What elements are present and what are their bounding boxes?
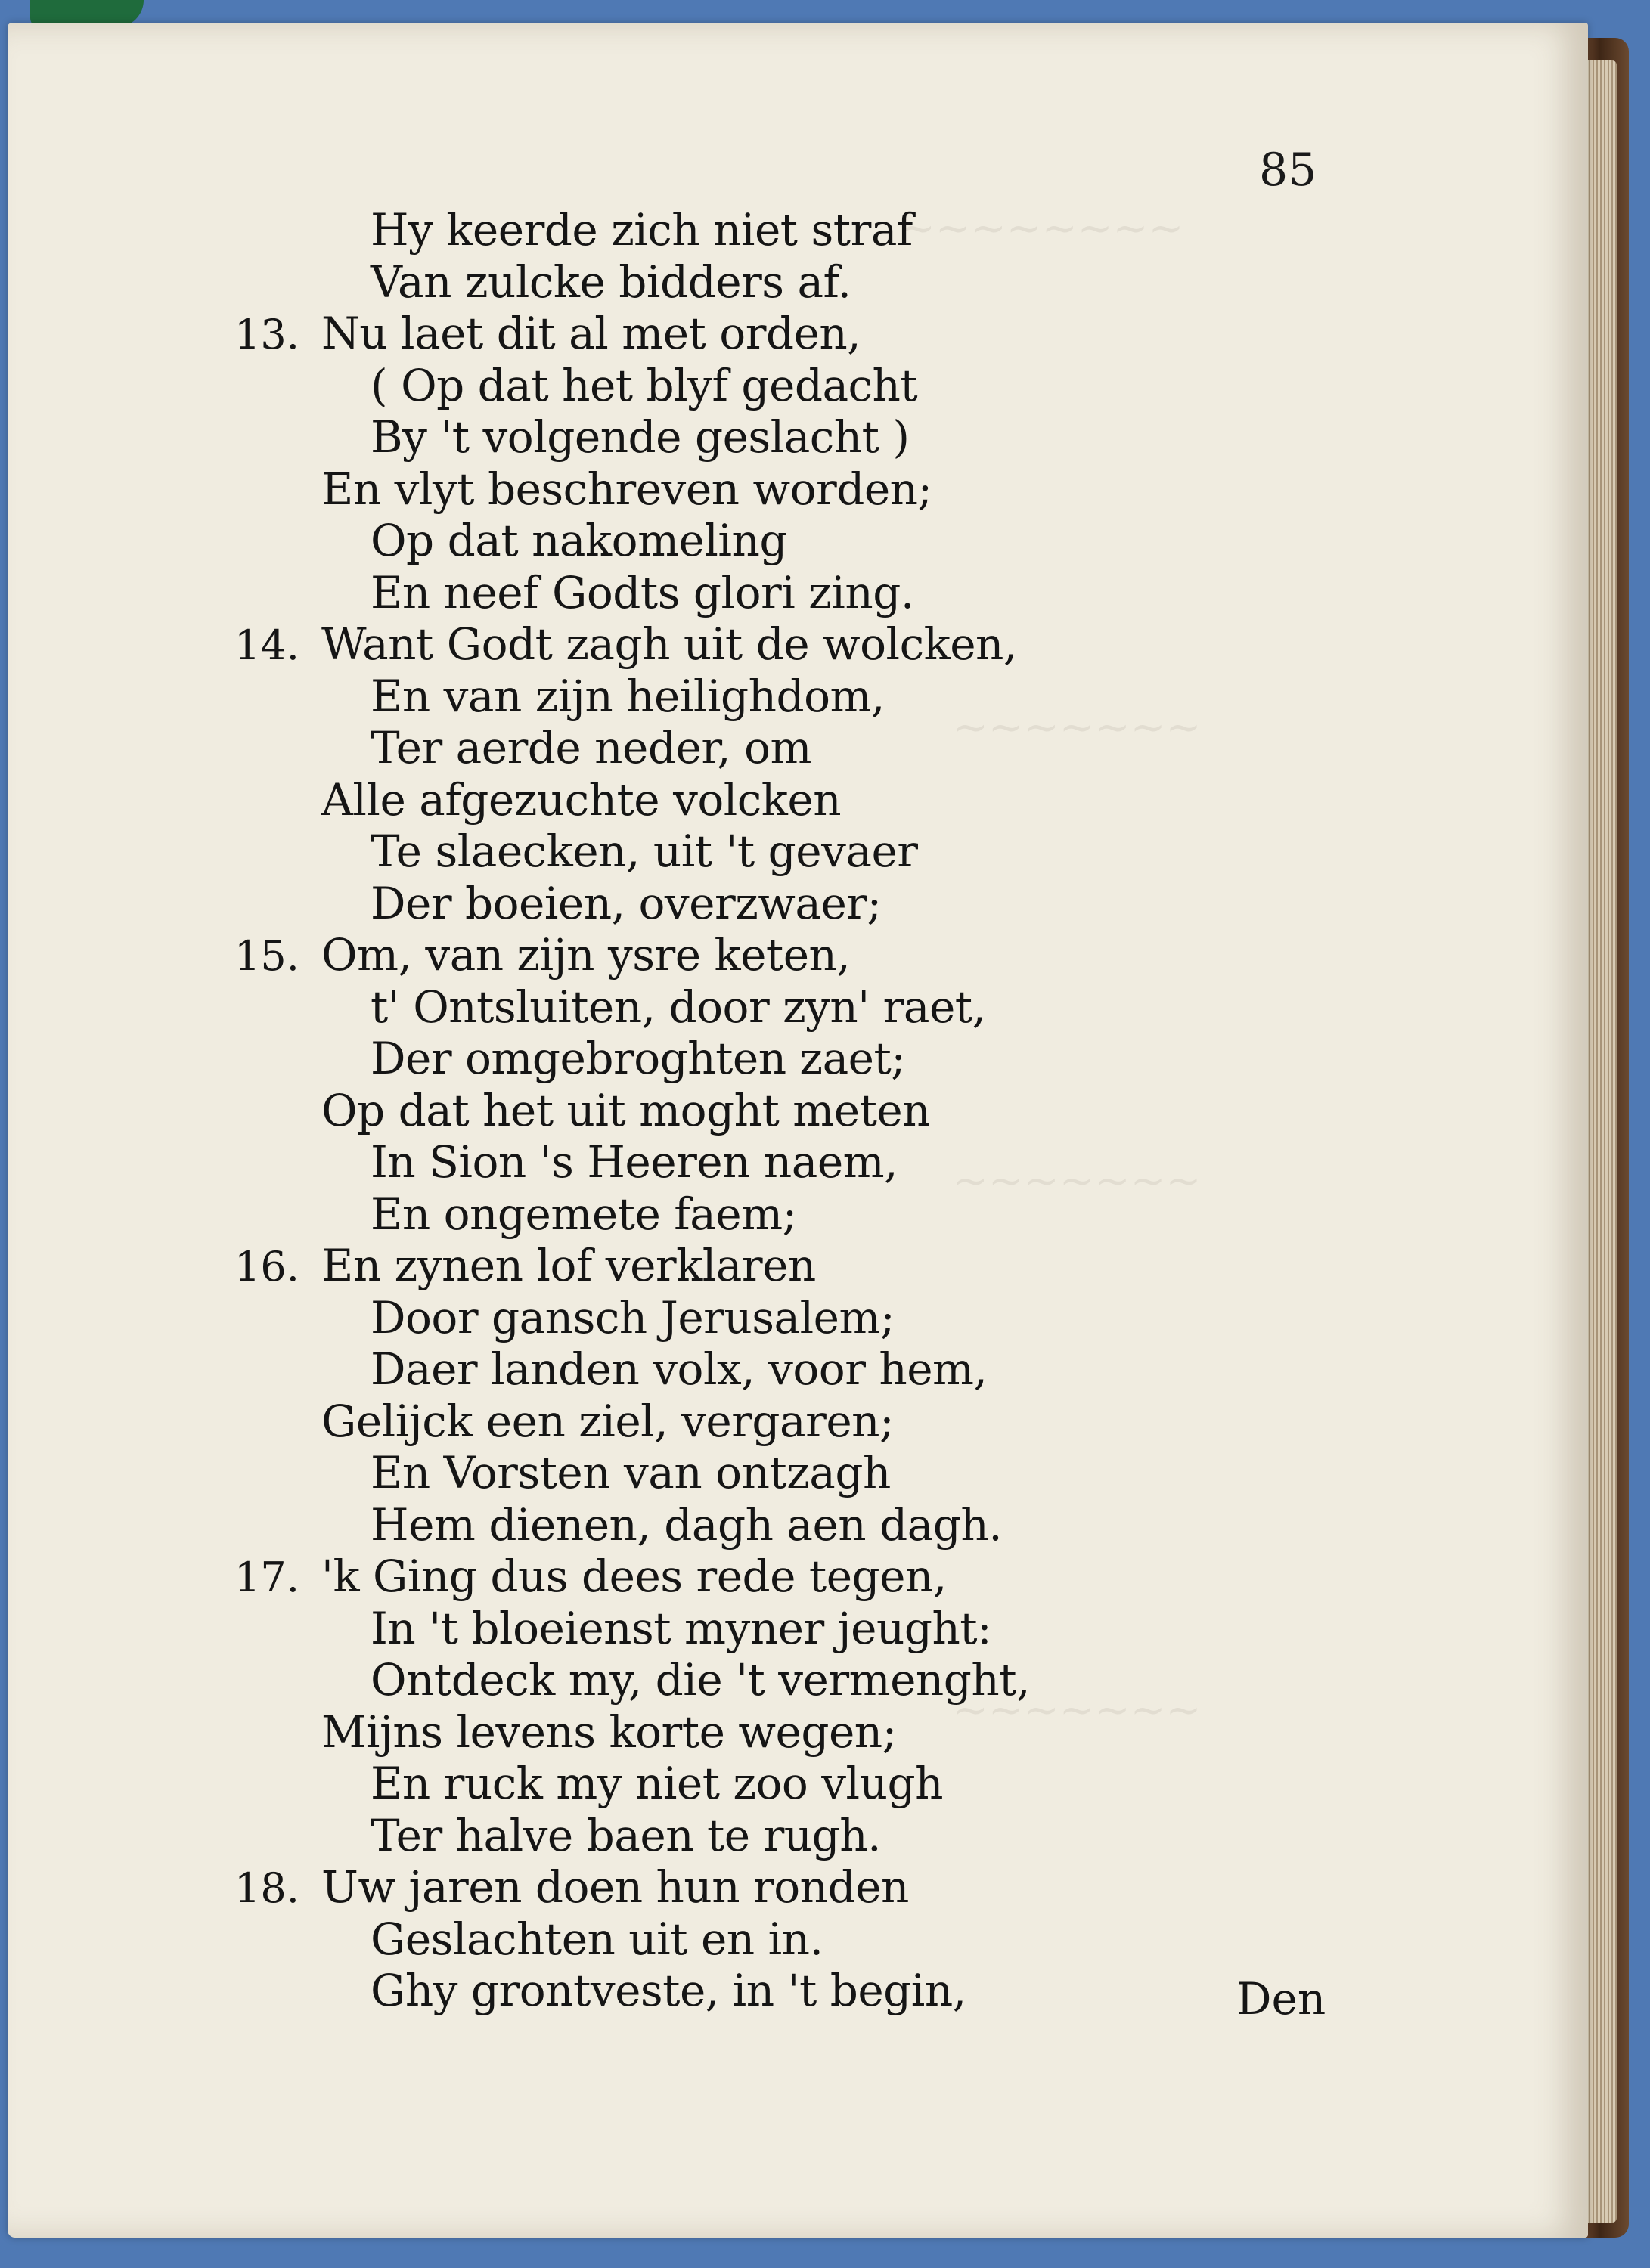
verse-line: En ruck my niet zoo vlugh	[371, 1758, 943, 1809]
verse-number: 15.	[234, 932, 299, 980]
verse-line: t' Ontsluiten, door zyn' raet,	[371, 981, 986, 1033]
verse-line: By 't volgende geslacht )	[371, 411, 910, 463]
verse-line: En zynen lof verklaren	[321, 1240, 816, 1291]
verse-line: In 't bloeienst myner jeught:	[371, 1602, 992, 1654]
verse-line: Hy keerde zich niet straf	[371, 204, 913, 256]
show-through-text: ~~~~~~~~	[900, 204, 1184, 253]
verse-line: ( Op dat het blyf gedacht	[371, 359, 918, 411]
catchword: Den	[1236, 1973, 1326, 2025]
verse-line: Ontdeck my, die 't vermenght,	[371, 1654, 1031, 1706]
page-number: 85	[1259, 144, 1317, 197]
verse-line: En van zijn heilighdom,	[371, 670, 885, 722]
verse-line: Op dat het uit moght meten	[321, 1084, 931, 1136]
verse-line: 'k Ging dus dees rede tegen,	[321, 1551, 947, 1602]
verse-line: Der boeien, overzwaer;	[371, 877, 882, 929]
verse-line: Ghy grontveste, in 't begin,	[371, 1965, 966, 2016]
verse-line: En neef Godts glori zing.	[371, 566, 914, 618]
show-through-text: ~~~~~~~	[953, 1157, 1202, 1206]
verse-number: 16.	[234, 1243, 299, 1290]
verse-line: Mijns levens korte wegen;	[321, 1706, 897, 1758]
show-through-text: ~~~~~~~	[953, 1686, 1202, 1735]
verse-line: Nu laet dit al met orden,	[321, 308, 861, 359]
verse-line: Geslachten uit en in.	[371, 1913, 823, 1965]
verse-line: Ter halve baen te rugh.	[371, 1809, 882, 1861]
verse-line: Ter aerde neder, om	[371, 722, 811, 773]
verse-line: Hem dienen, dagh aen dagh.	[371, 1498, 1003, 1551]
verse-line: Om, van zijn ysre keten,	[321, 929, 851, 981]
verse-line: Van zulcke bidders af.	[371, 256, 851, 308]
show-through-text: ~~~~~~~	[953, 703, 1202, 752]
verse-line: In Sion 's Heeren naem,	[371, 1136, 898, 1188]
verse-number: 14.	[234, 621, 299, 669]
verse-line: En Vorsten van ontzagh	[371, 1447, 891, 1498]
page-edges	[1586, 60, 1617, 2223]
verse-number: 18.	[234, 1864, 299, 1912]
verse-line: En ongemete faem;	[371, 1188, 797, 1240]
verse-line: En vlyt beschreven worden;	[321, 463, 932, 515]
verse-line: Uw jaren doen hun ronden	[321, 1861, 909, 1913]
verse-number: 13.	[234, 311, 299, 358]
book-page	[8, 23, 1588, 2238]
verse-line: Der omgebroghten zaet;	[371, 1033, 906, 1084]
verse-line: Daer landen volx, voor hem,	[371, 1343, 988, 1395]
verse-line: Door gansch Jerusalem;	[371, 1291, 895, 1343]
verse-line: Gelijck een ziel, vergaren;	[321, 1395, 895, 1447]
verse-line: Op dat nakomeling	[371, 515, 787, 566]
verse-number: 17.	[234, 1554, 299, 1601]
verse-line: Alle afgezuchte volcken	[321, 773, 842, 826]
verse-line: Te slaecken, uit 't gevaer	[371, 826, 918, 877]
verse-line: Want Godt zagh uit de wolcken,	[321, 618, 1017, 670]
